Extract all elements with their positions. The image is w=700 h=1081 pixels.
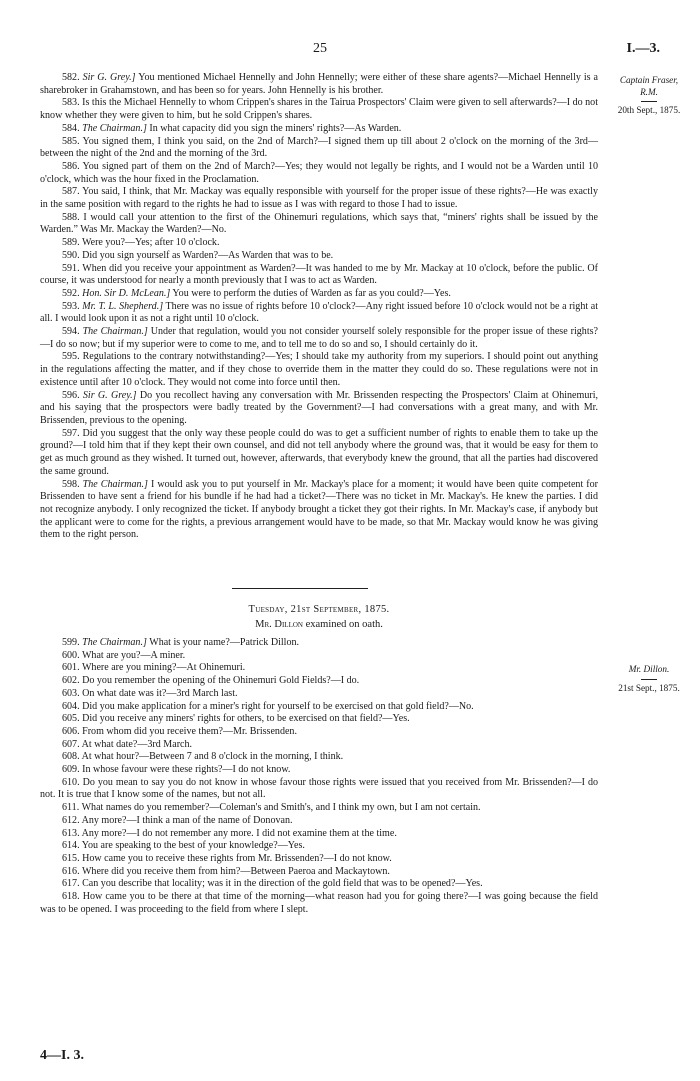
question-text: How came you to receive these rights from Mr. Brissenden?—I do not know. — [82, 852, 392, 864]
question-text: Do you mean to say you do not know in whose favour those rights were issued that you received from Mr. Brissenden?—I do not. It is true that I know some of the names, but not all. — [40, 776, 598, 801]
question-paragraph — [40, 186, 598, 211]
question-paragraph — [40, 212, 598, 237]
question-text: You said, I think, that Mr. Mackay was equally responsible with yourself for the proper issue of these rights?—He was exactly in the same position with regard to the rights he had to issue as I was with regard to those I had to issue. — [40, 186, 598, 211]
question-number: 593. — [62, 300, 80, 312]
question-number: 586. — [62, 160, 80, 172]
page-number: 25 — [313, 41, 327, 56]
question-text: Is this the Michael Hennelly to whom Crippen's shares in the Tairua Prospectors' Claim were given to sell afterwards?—I do not know whether they were given to him, but he sold Crippen's shares. — [40, 97, 598, 122]
question-paragraph — [40, 97, 598, 122]
question-paragraph — [40, 662, 598, 675]
question-paragraph — [40, 701, 598, 714]
question-number: 617. — [62, 878, 80, 890]
question-text: You signed them, I think you said, on the 2nd of March?—I signed them up till about 2 o'clock on the morning of the 3rd—between the night of the 2nd and the morning of the 3rd. — [40, 135, 598, 160]
question-paragraph — [40, 751, 598, 764]
margin-note-witness-2 — [606, 664, 692, 694]
speaker: Mr. T. L. Shepherd.] — [82, 300, 164, 312]
question-text: I would ask you to put yourself in Mr. Mackay's place for a moment; it would have been quite competent for Brissenden to have sent a friend for his bundle if he had had a ticket?—There was no ticket in Mr. Mackay's. He knew the parties. I did not recognize anybody. I only recognized the ticket. If anybody brought a ticket they got their rights. In Mr. Mackay's case, if anybody but the applicant were to come for the rights, a previous arrangement would have to be made, so that Mr. Mackay would know he was giving them to the right person. — [40, 478, 598, 541]
examination-heading — [40, 619, 598, 630]
question-number: 601. — [62, 662, 80, 674]
question-number: 615. — [62, 852, 80, 864]
question-text: In what capacity did you sign the miners' rights?—As Warden. — [146, 122, 402, 134]
margin-note-date: 21st Sept., 1875. — [618, 682, 680, 693]
question-paragraph — [40, 675, 598, 688]
question-paragraph — [40, 637, 598, 650]
question-number: 588. — [62, 211, 80, 223]
question-paragraph — [40, 802, 598, 815]
question-paragraph — [40, 713, 598, 726]
margin-note-name: Mr. Dillon. — [628, 664, 670, 674]
question-text: Any more?—I do not remember any more. I did not examine them at the time. — [81, 827, 397, 839]
question-text: Did you suggest that the only way these people could do was to get a sufficient number of rights to enable them to take up the ground?—I told him that if they kept their own counsel, and did not tell anybody where the ground was, that it would be easy for them to get as much ground as they wished. It turned out, however, afterwards, that everybody knew the ground, that all the parties had discovered the same ground. — [40, 427, 598, 477]
speaker: Sir G. Grey.] — [82, 389, 137, 401]
question-text: Do you remember the opening of the Ohinemuri Gold Fields?—I do. — [82, 675, 360, 687]
speaker: Sir G. Grey.] — [82, 72, 136, 83]
question-text: At what date?—3rd March. — [81, 738, 193, 750]
question-paragraph — [40, 853, 598, 866]
question-paragraph — [40, 123, 598, 136]
question-text: Do you recollect having any conversation with Mr. Brissenden respecting the Prospectors' Claim at Ohinemuri, and his saying that the prospectors were badly treated by the Government?—I had conversations with a great many, and with Mr. Brissenden, previous to the opening. — [40, 389, 599, 426]
question-text: I would call your attention to the first of the Ohinemuri regulations, which says that, “miners' rights shall be issued by the Warden.” Was Mr. Mackay the Warden?—No. — [40, 211, 598, 236]
question-text: You signed part of them on the 2nd of March?—Yes; they would not legally be rights, and I would not be a Warden until 10 o'clock, which was the hour fixed in the Proclamation. — [40, 160, 599, 185]
question-text: Any more?—I think a man of the name of Donovan. — [81, 814, 293, 826]
question-text: Did you sign yourself as Warden?—As Warden that was to be. — [82, 249, 334, 261]
question-paragraph — [40, 301, 598, 326]
question-paragraph — [40, 326, 598, 351]
question-text: On what date was it?—3rd March last. — [82, 687, 238, 699]
question-paragraph — [40, 764, 598, 777]
question-text: You were to perform the duties of Warden as far as you could?—Yes. — [170, 287, 451, 299]
question-number: 592. — [62, 287, 80, 299]
question-paragraph — [40, 688, 598, 701]
question-paragraph — [40, 866, 598, 879]
document-reference: I.—3. — [626, 41, 660, 56]
question-paragraph — [40, 250, 598, 263]
speaker: The Chairman.] — [82, 122, 147, 134]
question-number: 616. — [62, 865, 80, 877]
question-text: Under that regulation, would you not consider yourself solely responsible for the proper issue of these rights?—I do so now; but if my superior were to come to me, and to tell me to do so and so, I should certainly do it. — [40, 326, 598, 350]
question-number: 595. — [62, 351, 80, 363]
question-number: 587. — [62, 186, 80, 198]
question-paragraph — [40, 739, 598, 752]
examination-note: examined on oath. — [302, 619, 383, 630]
question-number: 597. — [62, 427, 80, 439]
question-paragraph — [40, 891, 598, 916]
question-number: 602. — [62, 675, 80, 687]
margin-note-divider — [641, 679, 657, 680]
question-number: 583. — [62, 97, 80, 109]
question-text: You are speaking to the best of your knowledge?—Yes. — [81, 840, 305, 852]
question-paragraph — [40, 878, 598, 891]
question-number: 618. — [62, 891, 80, 903]
question-number: 614. — [62, 840, 80, 852]
section-divider — [232, 588, 368, 589]
question-number: 611. — [62, 802, 80, 814]
speaker: Hon. Sir D. McLean.] — [82, 287, 171, 299]
date-heading: Tuesday, 21st September, 1875. — [248, 604, 390, 615]
speaker: The Chairman.] — [82, 637, 147, 648]
question-number: 608. — [62, 751, 80, 763]
question-paragraph — [40, 390, 598, 428]
footer-signature: 4—I. 3. — [40, 1048, 84, 1063]
question-text: What names do you remember?—Coleman's and Smith's, and I think my own, but I am not certain. — [81, 802, 481, 814]
question-paragraph — [40, 161, 598, 186]
speaker: The Chairman.] — [82, 326, 148, 338]
witness-name: Mr. Dillon — [255, 619, 303, 630]
question-number: 596. — [62, 389, 80, 401]
question-number: 598. — [62, 478, 80, 490]
question-text: What is your name?—Patrick Dillon. — [146, 637, 300, 648]
margin-note-title: R.M. — [640, 86, 658, 97]
question-number: 609. — [62, 764, 80, 776]
question-number: 589. — [62, 237, 80, 249]
question-number: 605. — [62, 713, 80, 725]
question-text: What are you?—A miner. — [81, 649, 186, 661]
testimony-section-2 — [40, 637, 598, 916]
question-text: Regulations to the contrary notwithstanding?—Yes; I should take my authority from my superiors. I should point out anything in the regulations affecting the matter, and if they chose to override them in the matter they could do so. These regulations were not in existence until after 10 o'clock. They would not come into force until then. — [40, 351, 598, 388]
question-paragraph — [40, 288, 598, 301]
question-text: Were you?—Yes; after 10 o'clock. — [81, 237, 220, 249]
question-number: 585. — [62, 135, 80, 147]
question-text: Can you describe that locality; was it in the direction of the gold field that was to be opened?—Yes. — [82, 878, 483, 890]
question-text: How came you to be there at that time of the morning—what reason had you for going there?—I was going because the field was to be opened. I was proceeding to the field from where I slept. — [40, 891, 598, 915]
question-paragraph — [40, 351, 598, 389]
question-number: 603. — [62, 687, 80, 699]
question-number: 599. — [62, 637, 80, 648]
question-paragraph — [40, 650, 598, 663]
question-paragraph — [40, 72, 598, 97]
question-text: You mentioned Michael Hennelly and John Hennelly; were either of these share agents?—Michael Hennelly is a sharebroker in Grahamstown, and has been so for years. John Hennelly is his brother. — [40, 72, 598, 96]
question-paragraph — [40, 840, 598, 853]
question-paragraph — [40, 726, 598, 739]
question-number: 591. — [62, 262, 80, 274]
question-paragraph — [40, 136, 598, 161]
question-paragraph — [40, 237, 598, 250]
margin-note-date: 20th Sept., 1875. — [617, 105, 681, 115]
question-paragraph — [40, 428, 598, 479]
question-number: 606. — [62, 725, 80, 737]
question-number: 607. — [62, 738, 80, 750]
question-number: 600. — [62, 649, 80, 661]
question-number: 594. — [62, 326, 80, 338]
question-paragraph — [40, 777, 598, 802]
question-number: 584. — [62, 122, 80, 134]
question-text: There was no issue of rights before 10 o'clock?—Any right issued before 10 o'clock would not be a right at all. I would look upon it as not a right until 10 o'clock. — [40, 300, 598, 325]
margin-note-name: Captain Fraser, — [619, 75, 679, 85]
question-text: From whom did you receive them?—Mr. Brissenden. — [82, 725, 297, 737]
question-text: Where are you mining?—At Ohinemuri. — [81, 662, 246, 674]
question-number: 612. — [62, 814, 80, 826]
question-text: Where did you receive them from him?—Between Paeroa and Mackaytown. — [81, 865, 390, 877]
question-number: 610. — [62, 776, 80, 788]
question-text: When did you receive your appointment as Warden?—It was handed to me by Mr. Mackay at 10 o'clock, before the public. Of course, it was understood for nearly a month previously that I was to act as Warden. — [40, 262, 598, 287]
question-paragraph — [40, 815, 598, 828]
testimony-section-1 — [40, 72, 598, 542]
question-number: 604. — [62, 700, 80, 712]
question-number: 582. — [62, 72, 80, 83]
question-text: In whose favour were these rights?—I do not know. — [82, 764, 291, 776]
margin-note-witness-1 — [606, 75, 692, 117]
question-paragraph — [40, 828, 598, 841]
question-text: Did you receive any miners' rights for others, to be exercised on that field?—Yes. — [82, 713, 410, 725]
question-number: 613. — [62, 827, 80, 839]
question-paragraph — [40, 479, 598, 543]
margin-note-divider — [641, 101, 657, 102]
question-text: Did you make application for a miner's right for yourself to be exercised on that gold field?—No. — [82, 700, 474, 712]
question-paragraph — [40, 263, 598, 288]
question-text: At what hour?—Between 7 and 8 o'clock in the morning, I think. — [81, 751, 344, 763]
question-number: 590. — [62, 249, 80, 261]
speaker: The Chairman.] — [82, 478, 148, 490]
